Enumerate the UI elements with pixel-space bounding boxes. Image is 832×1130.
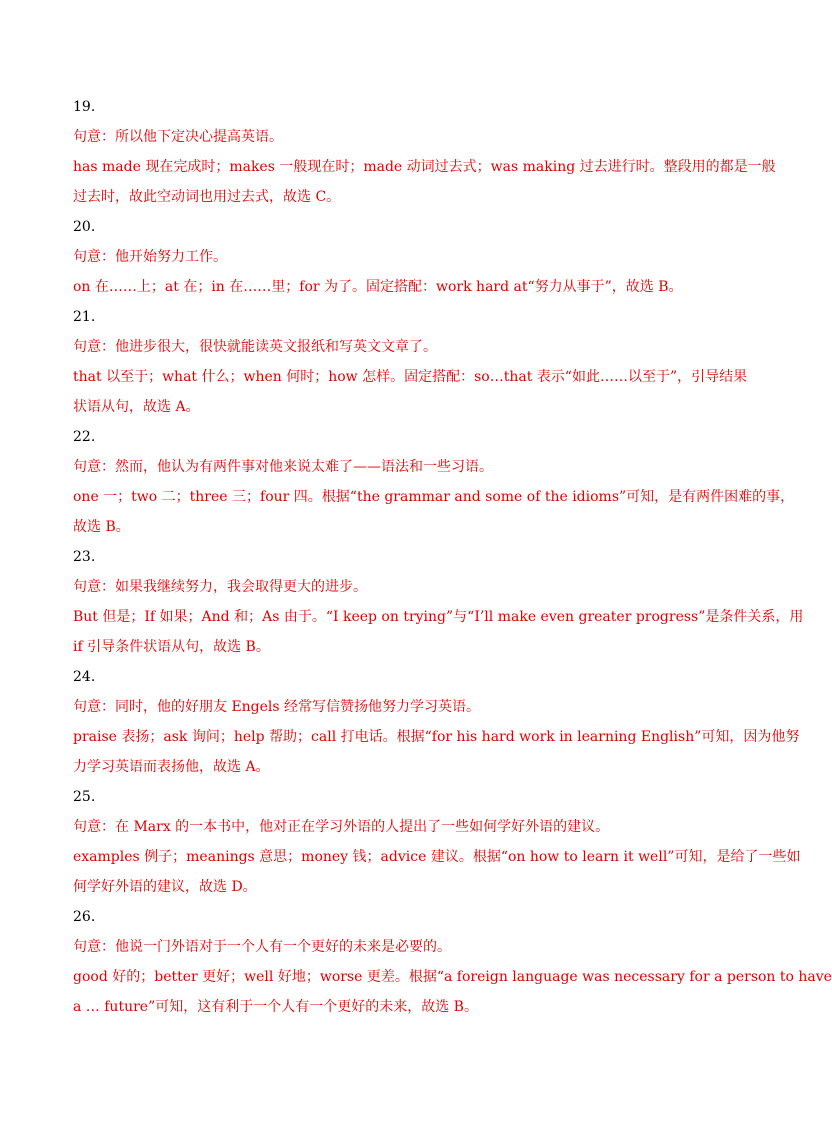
answer-analysis: [73, 722, 800, 782]
analysis-line: 过去时，故此空动词也用过去式，故选 C。: [73, 189, 341, 205]
sentence-meaning: 句意：他说一门外语对于一个人有一个更好的未来是必要的。: [73, 939, 451, 955]
analysis-line: 故选 B。: [73, 519, 130, 535]
analysis-line: 力学习英语而表扬他，故选 A。: [73, 759, 270, 775]
analysis-line: 状语从句，故选 A。: [73, 399, 200, 415]
sentence-meaning: 句意：他进步很大，很快就能读英文报纸和写英文文章了。: [73, 339, 437, 355]
analysis-line: one 一；two 二；three 三；four 四。根据“the grammar and some of the idioms”可知，是有两件困难的事，: [73, 489, 795, 505]
sentence-meaning: 句意：如果我继续努力，我会取得更大的进步。: [73, 579, 367, 595]
analysis-line: 何学好外语的建议，故选 D。: [73, 879, 257, 895]
question-number: 25.: [73, 789, 96, 805]
analysis-line: examples 例子；meanings 意思；money 钱；advice 建议。根据“on how to learn it well”可知，是给了一些如: [73, 849, 801, 865]
sentence-meaning: 句意：在 Marx 的一本书中，他对正在学习外语的人提出了一些如何学好外语的建议。: [73, 819, 610, 835]
question-block: [73, 662, 800, 782]
answer-analysis: [73, 482, 795, 542]
answer-explanations: [73, 92, 832, 1022]
analysis-line: good 好的；better 更好；well 好地；worse 更差。根据“a foreign language was necessary for a person to have: [73, 969, 832, 985]
answer-analysis: [73, 362, 748, 422]
question-block: [73, 422, 795, 542]
question-block: [73, 212, 733, 302]
answer-analysis: [73, 272, 733, 302]
question-number: 22.: [73, 429, 96, 445]
sentence-meaning: 句意：他开始努力工作。: [73, 249, 227, 265]
analysis-line: praise 表扬；ask 询问；help 帮助；call 打电话。根据“for his hard work in learning English”可知，因为他努: [73, 729, 800, 745]
answer-analysis: [73, 602, 804, 662]
answer-analysis: [73, 842, 801, 902]
analysis-line: on 在……上；at 在；in 在……里；for 为了。固定搭配：work hard at“努力从事于”，故选 B。: [73, 279, 683, 295]
question-block: [73, 92, 776, 212]
analysis-line: that 以至于；what 什么；when 何时；how 怎样。固定搭配：so…that 表示“如此……以至于”，引导结果: [73, 369, 748, 385]
question-block: [73, 782, 801, 902]
answer-analysis: [73, 152, 776, 212]
question-number: 20.: [73, 219, 96, 235]
question-block: [73, 542, 804, 662]
sentence-meaning: 句意：所以他下定决心提高英语。: [73, 129, 283, 145]
question-number: 19.: [73, 99, 96, 115]
analysis-line: if 引导条件状语从句，故选 B。: [73, 639, 270, 655]
answer-analysis: [73, 962, 832, 1022]
question-number: 26.: [73, 909, 96, 925]
sentence-meaning: 句意：然而，他认为有两件事对他来说太难了——语法和一些习语。: [73, 459, 493, 475]
analysis-line: a … future”可知，这有利于一个人有一个更好的未来，故选 B。: [73, 999, 478, 1015]
question-block: [73, 302, 748, 422]
analysis-line: But 但是；If 如果；And 和；As 由于。“I keep on trying”与“I’ll make even greater progress”是条件关系，用: [73, 609, 804, 625]
question-number: 21.: [73, 309, 96, 325]
sentence-meaning: 句意：同时，他的好朋友 Engels 经常写信赞扬他努力学习英语。: [73, 699, 481, 715]
analysis-line: has made 现在完成时；makes 一般现在时；made 动词过去式；was making 过去进行时。整段用的都是一般: [73, 159, 776, 175]
question-number: 23.: [73, 549, 96, 565]
question-number: 24.: [73, 669, 96, 685]
question-block: [73, 902, 832, 1022]
